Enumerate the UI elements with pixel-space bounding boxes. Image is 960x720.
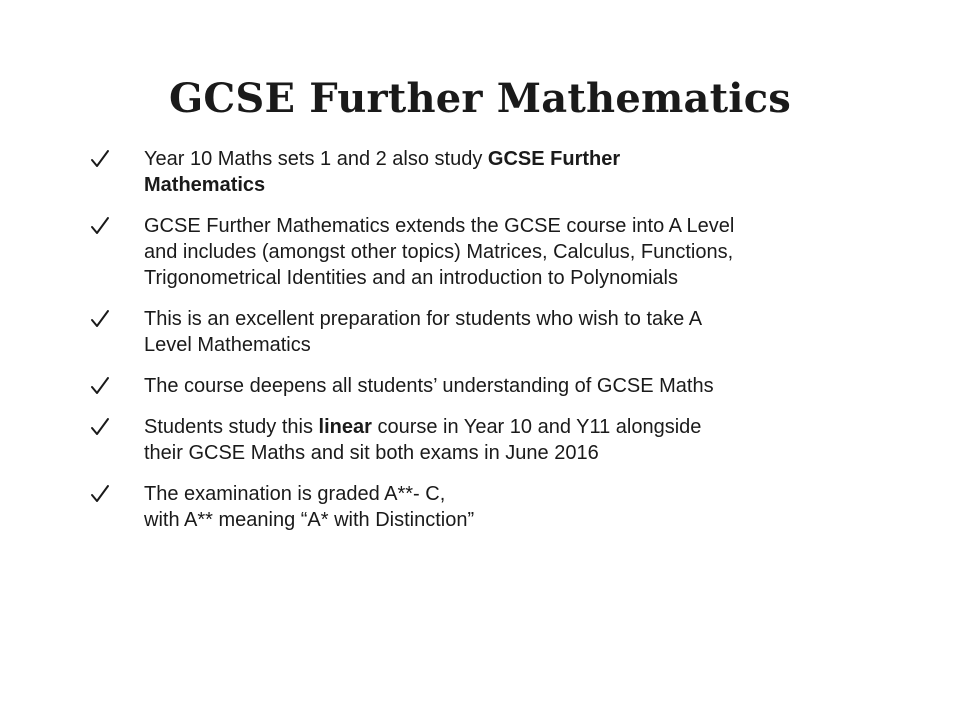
bullet-line (144, 213, 842, 239)
bullet-line (144, 306, 842, 332)
check-mark-icon (90, 148, 110, 170)
check-mark-icon (90, 375, 110, 397)
bullet-text: GCSE Further Mathematics extends the GCSE course into A Level (144, 215, 735, 237)
bullet-line (144, 373, 842, 399)
bullet-text: course in Year 10 and Y11 alongside (371, 416, 702, 438)
bullet-text-bold: GCSE Further (487, 148, 621, 170)
check-mark-icon (90, 483, 110, 505)
bullet-text: The course deepens all students’ understanding of GCSE Maths (144, 375, 714, 397)
bullet-text-bold: linear (318, 416, 372, 438)
bullet-text: The examination is graded A**- C, (144, 483, 446, 505)
check-mark-icon (90, 215, 110, 237)
bullet-text: and includes (amongst other topics) Matrices, Calculus, Functions, (144, 241, 734, 263)
bullet-text: with A** meaning “A* with Distinction” (144, 509, 475, 531)
check-mark-icon (90, 416, 110, 438)
bullet-text: Trigonometrical Identities and an introduction to Polynomials (144, 267, 678, 289)
bullet-item (82, 414, 842, 466)
bullet-line (144, 414, 842, 440)
bullet-text-bold: Mathematics (144, 174, 266, 196)
bullet-item (82, 481, 842, 533)
bullet-item (82, 213, 842, 291)
bullet-line (144, 265, 842, 291)
bullet-list (82, 146, 842, 548)
bullet-line (144, 440, 842, 466)
bullet-item (82, 146, 842, 198)
check-mark-icon (90, 308, 110, 330)
bullet-line (144, 146, 842, 172)
bullet-line (144, 239, 842, 265)
bullet-line (144, 172, 842, 198)
bullet-text: This is an excellent preparation for students who wish to take A (144, 308, 703, 330)
bullet-text: Level Mathematics (144, 334, 311, 356)
page-title: GCSE Further Mathematics (169, 74, 791, 122)
bullet-text: Students study this (144, 416, 319, 438)
bullet-line (144, 507, 842, 533)
bullet-text: their GCSE Maths and sit both exams in June 2016 (144, 442, 599, 464)
bullet-text: Year 10 Maths sets 1 and 2 also study (144, 148, 488, 170)
bullet-line (144, 332, 842, 358)
bullet-item (82, 373, 842, 399)
bullet-item (82, 306, 842, 358)
bullet-line (144, 481, 842, 507)
